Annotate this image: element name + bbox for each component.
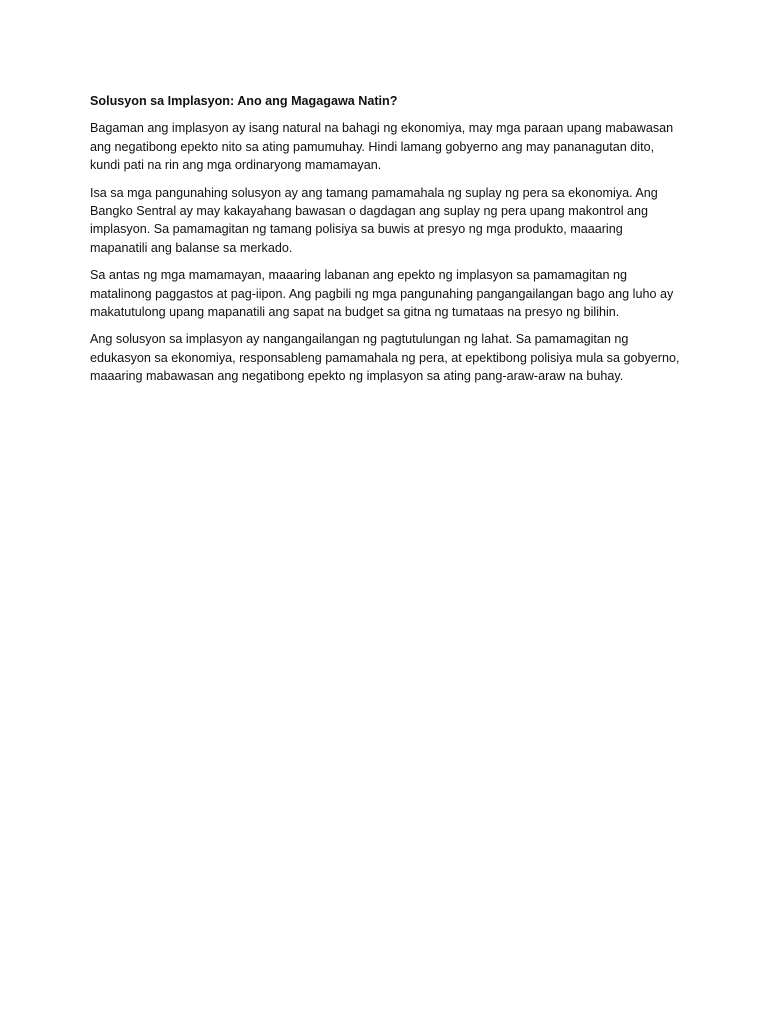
- paragraph-4: Ang solusyon sa implasyon ay nangangailangan ng pagtutulungan ng lahat. Sa pamamagitan ng edukasyon sa ekonomiya, responsableng pamamahala ng pera, at epektibong polisiya mula sa gobyerno, maaaring mabawasan ang negatibong epekto ng implasyon sa ating pang-araw-araw na buhay.: [90, 332, 680, 384]
- document-body: [90, 92, 682, 395]
- paragraph-1: Bagaman ang implasyon ay isang natural na bahagi ng ekonomiya, may mga paraan upang mabawasan ang negatibong epekto nito sa ating pamumuhay. Hindi lamang gobyerno ang may pananagutan dito, kundi pati na rin ang mga ordinaryong mamamayan.: [90, 121, 674, 173]
- document-title: Solusyon sa Implasyon: Ano ang Magagawa Natin?: [90, 94, 398, 108]
- paragraph-3: Sa antas ng mga mamamayan, maaaring labanan ang epekto ng implasyon sa pamamagitan ng matalinong paggastos at pag-iipon. Ang pagbili ng mga pangunahing pangangailangan bago ang luho ay makatutulong upang mapanatili ang sapat na budget sa gitna ng tumataas na presyo ng bilihin.: [90, 268, 674, 320]
- paragraph-2: Isa sa mga pangunahing solusyon ay ang tamang pamamahala ng suplay ng pera sa ekonomiya. Ang Bangko Sentral ay may kakayahang bawasan o dagdagan ang suplay ng pera upang makontrol ang implasyon. Sa pamamagitan ng tamang polisiya sa buwis at presyo ng mga produkto, maaaring mapanatili ang balanse sa merkado.: [90, 185, 658, 255]
